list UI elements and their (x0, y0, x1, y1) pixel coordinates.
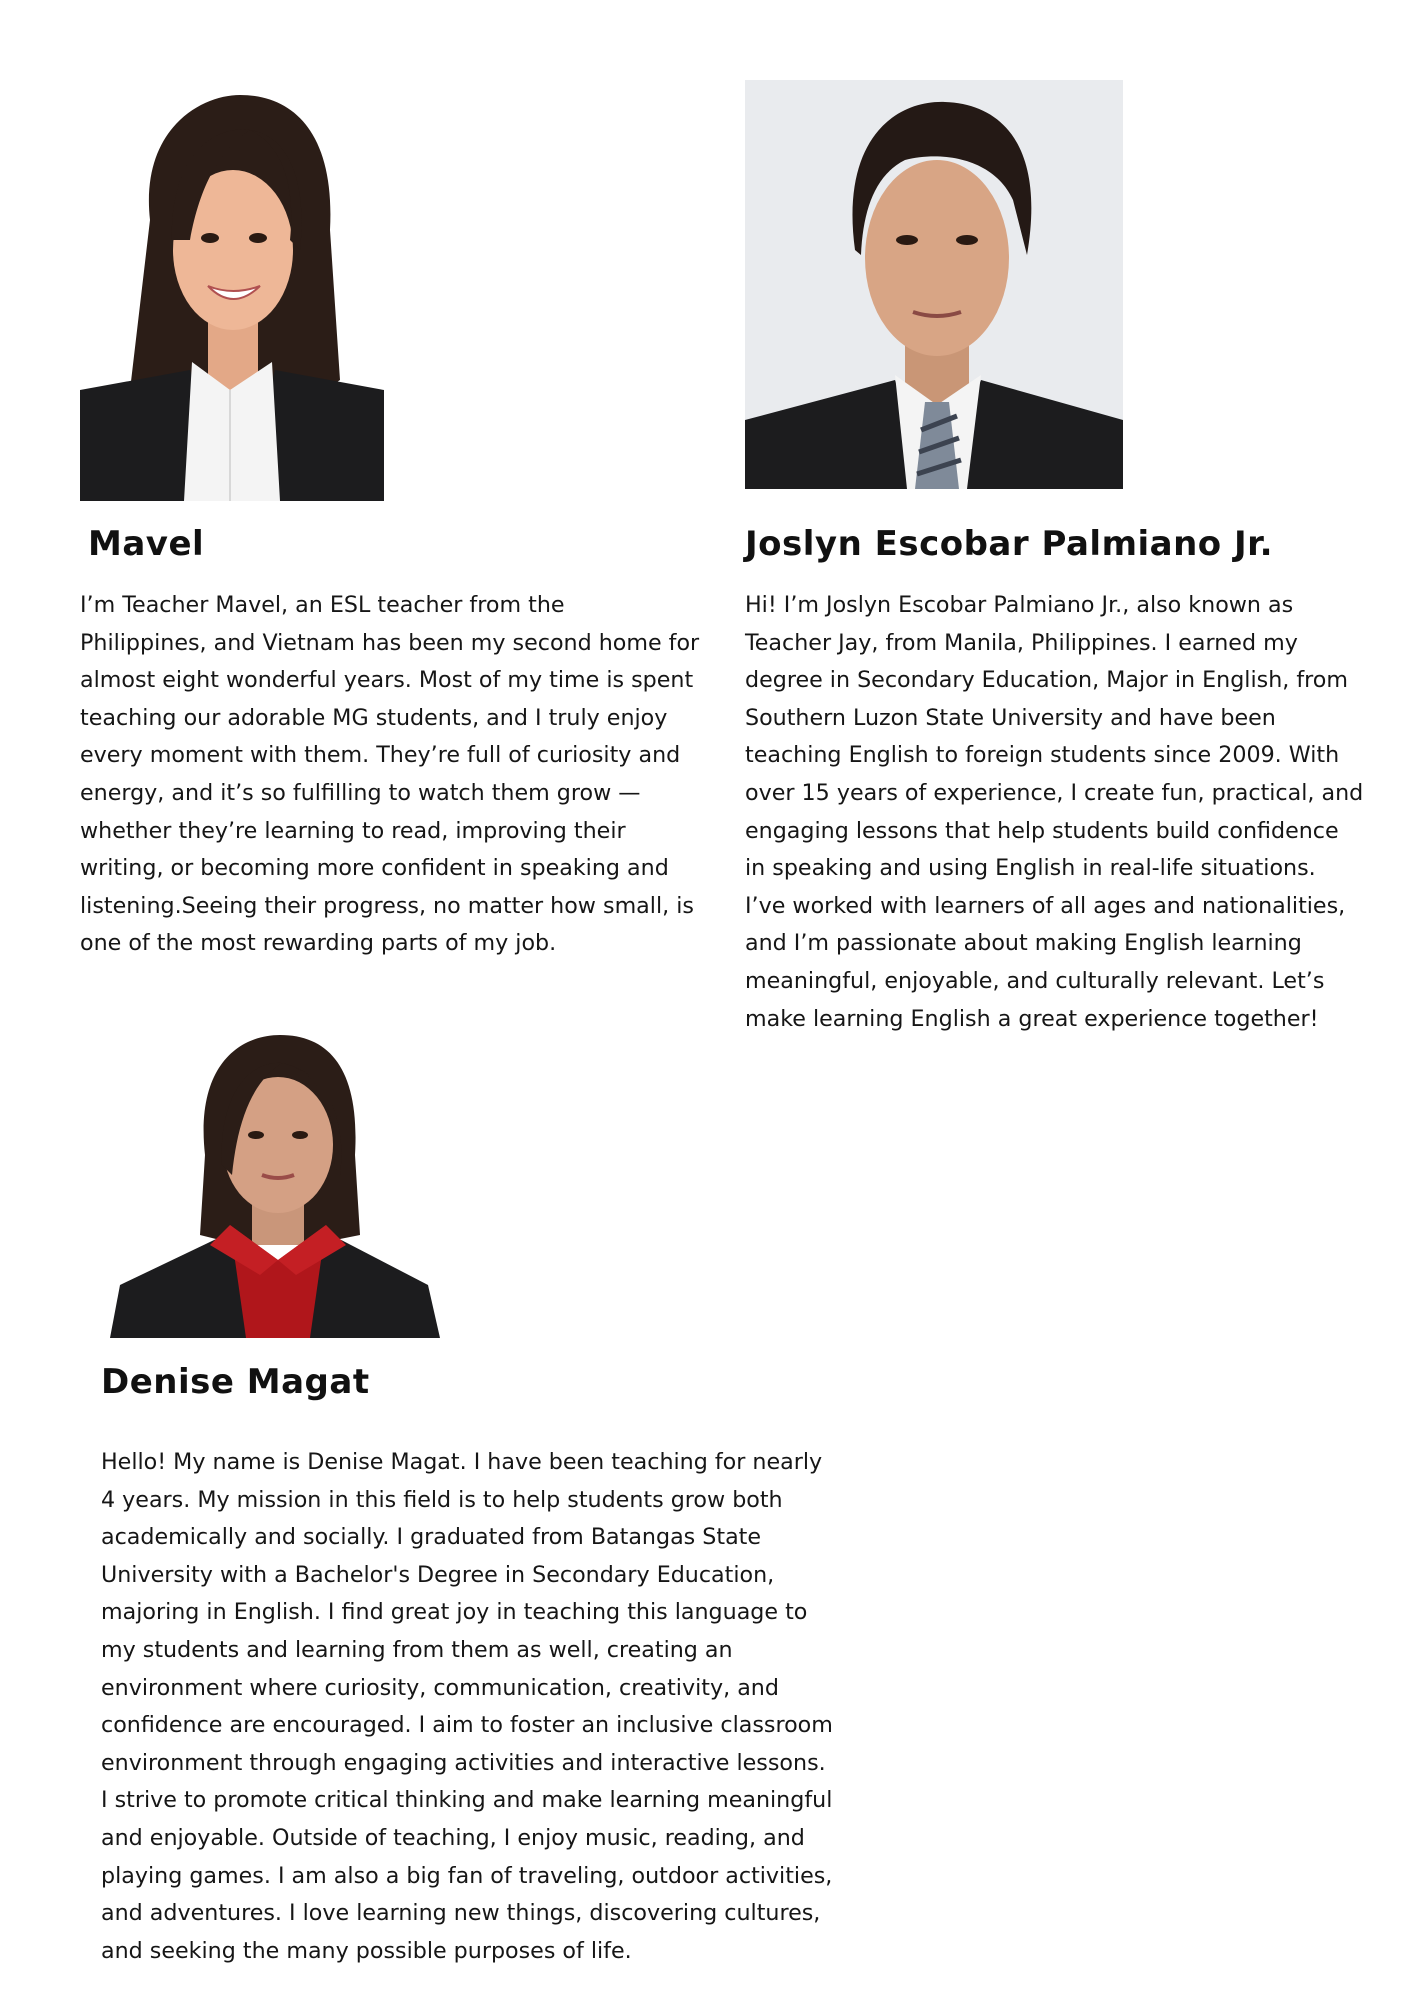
teacher-bio (80, 587, 702, 963)
teacher-name: Joslyn Escobar Palmiano Jr. (745, 524, 1273, 564)
bio-line: and adventures. I love learning new things, discovering cultures, (101, 1900, 821, 1927)
bio-line: and I’m passionate about making English learning (745, 930, 1302, 957)
bio-line: and seeking the many possible purposes of life. (101, 1937, 632, 1964)
teacher-name: Mavel (88, 524, 205, 564)
teacher-bio (745, 587, 1365, 1038)
bio-line: degree in Secondary Education, Major in English, from (745, 667, 1348, 694)
bio-line: majoring in English. I find great joy in teaching this language to (101, 1599, 808, 1626)
bio-line: one of the most rewarding parts of my job. (80, 930, 557, 957)
bio-line: Hi! I’m Joslyn Escobar Palmiano Jr., also known as (745, 592, 1294, 618)
bio-line: whether they’re learning to read, improving their (80, 817, 626, 844)
bio-line: environment through engaging activities and interactive lessons. (101, 1749, 826, 1776)
bio-line: teaching English to foreign students since 2009. With (745, 742, 1340, 769)
bio-line: make learning English a great experience together! (745, 1005, 1319, 1032)
bio-line: in speaking and using English in real-life situations. (745, 855, 1316, 882)
bio-line: University with a Bachelor's Degree in Secondary Education, (101, 1561, 775, 1588)
portrait-image (110, 1035, 440, 1338)
teacher-photo-denise (110, 1035, 440, 1338)
bio-line: and enjoyable. Outside of teaching, I enjoy music, reading, and (101, 1824, 805, 1851)
bio-line: energy, and it’s so fulfilling to watch them grow — (80, 779, 641, 806)
teacher-photo-joslyn (745, 80, 1123, 489)
bio-line: teaching our adorable MG students, and I truly enjoy (80, 704, 668, 731)
bio-line: playing games. I am also a big fan of traveling, outdoor activities, (101, 1862, 833, 1889)
bio-line: confidence are encouraged. I aim to foster an inclusive classroom (101, 1712, 833, 1739)
teacher-name: Denise Magat (101, 1362, 370, 1402)
bio-line: almost eight wonderful years. Most of my time is spent (80, 667, 694, 694)
teacher-bio (101, 1444, 841, 1970)
bio-line: environment where curiosity, communication, creativity, and (101, 1674, 779, 1701)
bio-line: I’ve worked with learners of all ages and nationalities, (745, 892, 1346, 919)
bio-line: writing, or becoming more confident in speaking and (80, 855, 669, 882)
bio-line: I’m Teacher Mavel, an ESL teacher from the (80, 592, 565, 618)
bio-line: engaging lessons that help students build confidence (745, 817, 1339, 844)
bio-line: Southern Luzon State University and have been (745, 704, 1276, 731)
bio-line: I strive to promote critical thinking and make learning meaningful (101, 1787, 833, 1814)
bio-line: my students and learning from them as well, creating an (101, 1636, 733, 1663)
bio-line: Hello! My name is Denise Magat. I have been teaching for nearly (101, 1449, 823, 1475)
portrait-image (745, 80, 1123, 489)
portrait-image (80, 90, 384, 501)
bio-line: 4 years. My mission in this field is to help students grow both (101, 1486, 783, 1513)
bio-line: Teacher Jay, from Manila, Philippines. I earned my (745, 629, 1298, 656)
bio-line: Philippines, and Vietnam has been my second home for (80, 629, 700, 656)
bio-line: over 15 years of experience, I create fun, practical, and (745, 779, 1364, 806)
bio-line: meaningful, enjoyable, and culturally relevant. Let’s (745, 967, 1325, 994)
teacher-photo-mavel (80, 90, 384, 501)
bio-line: every moment with them. They’re full of curiosity and (80, 742, 681, 769)
bio-line: academically and socially. I graduated from Batangas State (101, 1524, 762, 1551)
bio-line: listening.Seeing their progress, no matter how small, is (80, 892, 694, 919)
